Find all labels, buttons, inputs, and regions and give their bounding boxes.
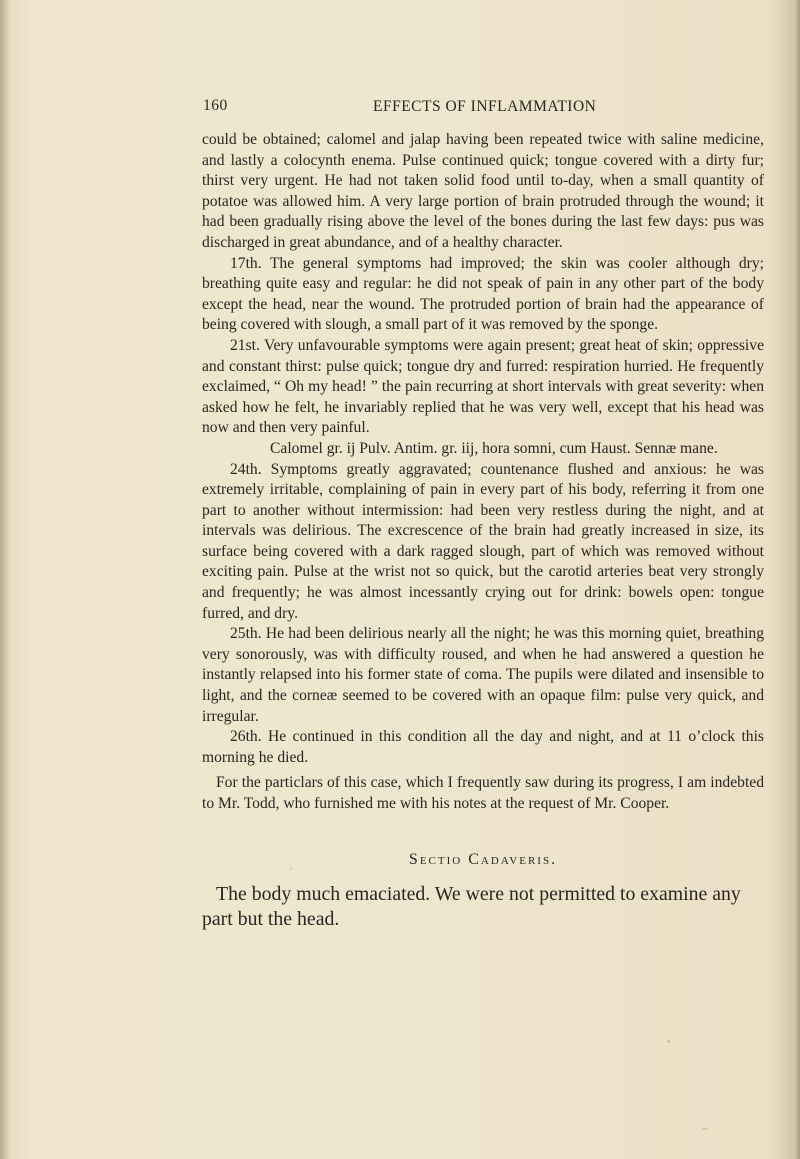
prescription-line: Calomel gr. ij Pulv. Antim. gr. iij, hora somni, cum Haust. Sennæ mane.: [270, 439, 718, 457]
paragraph-continuation: could be obtained; calomel and jalap having been repeated twice with saline medicine, and lastly a colocynth enema. Pulse continued quick; tongue covered with a dirty fur; thirst very urgent. He had not taken solid food until to-day, when a small quantity of potatoe was allowed him. A very large portion of brain protruded through the wound; it had been gradually rising above the level of the bones during the last few days: pus was discharged in great abundance, and of a healthy character.: [202, 131, 764, 251]
paragraph-17th: 17th. The general symptoms had improved; the skin was cooler although dry; breathing quite easy and regular: he did not speak of pain in any other part of the body except the head, near the wound. The protruded portion of brain had the appearance of being covered with slough, a small part of it was removed by the sponge.: [202, 254, 764, 334]
running-head: [203, 97, 763, 119]
section-heading: Sectio Cadaveris.: [408, 851, 558, 868]
paragraph-21st: 21st. Very unfavourable symptoms were again present; great heat of skin; oppressive and constant thirst: pulse quick; tongue dry and furred: respiration hurried. He frequently exclaimed, “ Oh my head! ” the pain recurring at short intervals with great severity: when asked how he felt, he invariably replied that he was very well, except that his head was now and then very painful.: [202, 336, 764, 437]
page-right-edge: [794, 0, 800, 1159]
running-head-title: EFFECTS OF INFLAMMATION: [373, 98, 597, 115]
source-note: For the particlars of this case, which I frequently saw during its progress, I am indebted to Mr. Todd, who furnished me with his notes at the request of Mr. Cooper.: [202, 774, 764, 812]
paragraph-24th: 24th. Symptoms greatly aggravated; countenance flushed and anxious: he was extremely irritable, complaining of pain in every part of his body, referring it from one part to another without intermission: had been very restless during the night, and at intervals was delirious. The excrescence of the brain had greatly increased in size, its surface being covered with a dark ragged slough, part of which was removed without exciting pain. Pulse at the wrist not so quick, but the carotid arteries beat very strongly and frequently; he was almost incessantly crying out for drink: bowels open: tongue furred, and dry.: [202, 460, 764, 622]
page-binding-edge: [0, 0, 10, 1159]
paragraph-26th: 26th. He continued in this condition all the day and night, and at 11 o’clock this morning he died.: [202, 728, 764, 766]
paper-speck: [702, 1128, 708, 1130]
paper-speck: [667, 1040, 670, 1043]
case-notes-text: [202, 130, 764, 768]
page-number: 160: [203, 97, 228, 114]
paragraph-25th: 25th. He had been delirious nearly all the night; he was this morning quiet, breathing very sonorously, was with difficulty roused, and when he had answered a question he instantly relapsed into his former state of coma. The pupils were dilated and insensible to light, and the corneæ seemed to be covered with an opaque film: pulse very quick, and irregular.: [202, 625, 764, 725]
paper-speck: [290, 868, 292, 870]
autopsy-paragraph: The body much emaciated. We were not permitted to examine any part but the head.: [202, 883, 741, 930]
